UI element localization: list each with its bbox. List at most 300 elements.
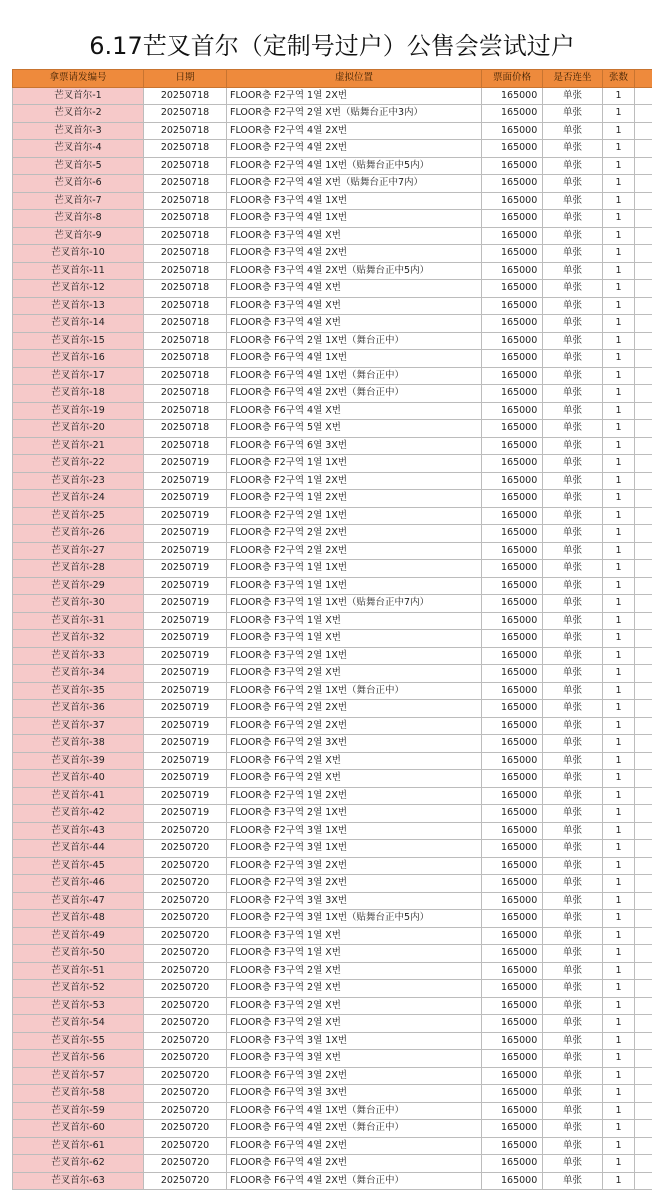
ticket-id-cell[interactable]: 芒叉首尔-45 bbox=[13, 857, 144, 875]
quantity-cell[interactable]: 1 bbox=[603, 455, 635, 473]
quantity-cell[interactable]: 1 bbox=[603, 962, 635, 980]
price-cell[interactable]: 165000 bbox=[482, 700, 543, 718]
price-cell[interactable]: 165000 bbox=[482, 402, 543, 420]
price-cell[interactable]: 165000 bbox=[482, 210, 543, 228]
position-cell[interactable]: FLOOR층 F6구역 3열 3X번 bbox=[227, 1085, 482, 1103]
ticket-id-cell[interactable]: 芒叉首尔-5 bbox=[13, 157, 144, 175]
quantity-cell[interactable]: 1 bbox=[603, 1137, 635, 1155]
position-cell[interactable]: FLOOR층 F6구역 4열 1X번（舞台正中） bbox=[227, 1102, 482, 1120]
empty-cell[interactable] bbox=[635, 1120, 652, 1138]
date-cell[interactable]: 20250719 bbox=[144, 700, 227, 718]
quantity-cell[interactable]: 1 bbox=[603, 140, 635, 158]
ticket-id-cell[interactable]: 芒叉首尔-13 bbox=[13, 297, 144, 315]
date-cell[interactable]: 20250720 bbox=[144, 1137, 227, 1155]
column-header-price[interactable]: 票面价格 bbox=[482, 70, 543, 88]
ticket-id-cell[interactable]: 芒叉首尔-49 bbox=[13, 927, 144, 945]
empty-cell[interactable] bbox=[635, 630, 652, 648]
price-cell[interactable]: 165000 bbox=[482, 962, 543, 980]
ticket-id-cell[interactable]: 芒叉首尔-55 bbox=[13, 1032, 144, 1050]
date-cell[interactable]: 20250719 bbox=[144, 630, 227, 648]
date-cell[interactable]: 20250719 bbox=[144, 682, 227, 700]
ticket-id-cell[interactable]: 芒叉首尔-46 bbox=[13, 875, 144, 893]
empty-cell[interactable] bbox=[635, 105, 652, 123]
date-cell[interactable]: 20250718 bbox=[144, 140, 227, 158]
seating-cell[interactable]: 单张 bbox=[543, 385, 603, 403]
quantity-cell[interactable]: 1 bbox=[603, 1085, 635, 1103]
empty-cell[interactable] bbox=[635, 437, 652, 455]
seating-cell[interactable]: 单张 bbox=[543, 455, 603, 473]
seating-cell[interactable]: 单张 bbox=[543, 87, 603, 105]
date-cell[interactable]: 20250719 bbox=[144, 472, 227, 490]
empty-cell[interactable] bbox=[635, 385, 652, 403]
ticket-id-cell[interactable]: 芒叉首尔-27 bbox=[13, 542, 144, 560]
date-cell[interactable]: 20250720 bbox=[144, 857, 227, 875]
seating-cell[interactable]: 单张 bbox=[543, 157, 603, 175]
ticket-id-cell[interactable]: 芒叉首尔-11 bbox=[13, 262, 144, 280]
date-cell[interactable]: 20250718 bbox=[144, 385, 227, 403]
date-cell[interactable]: 20250718 bbox=[144, 367, 227, 385]
price-cell[interactable]: 165000 bbox=[482, 1067, 543, 1085]
quantity-cell[interactable]: 1 bbox=[603, 595, 635, 613]
empty-cell[interactable] bbox=[635, 980, 652, 998]
seating-cell[interactable]: 单张 bbox=[543, 682, 603, 700]
ticket-id-cell[interactable]: 芒叉首尔-63 bbox=[13, 1172, 144, 1190]
ticket-id-cell[interactable]: 芒叉首尔-1 bbox=[13, 87, 144, 105]
position-cell[interactable]: FLOOR층 F6구역 5열 X번 bbox=[227, 420, 482, 438]
column-header-date[interactable]: 日期 bbox=[144, 70, 227, 88]
price-cell[interactable]: 165000 bbox=[482, 665, 543, 683]
price-cell[interactable]: 165000 bbox=[482, 350, 543, 368]
position-cell[interactable]: FLOOR층 F3구역 4열 1X번 bbox=[227, 192, 482, 210]
ticket-id-cell[interactable]: 芒叉首尔-10 bbox=[13, 245, 144, 263]
price-cell[interactable]: 165000 bbox=[482, 507, 543, 525]
title-row[interactable] bbox=[12, 0, 652, 70]
seating-cell[interactable]: 单张 bbox=[543, 262, 603, 280]
empty-cell[interactable] bbox=[635, 507, 652, 525]
empty-cell[interactable] bbox=[635, 892, 652, 910]
ticket-id-cell[interactable]: 芒叉首尔-35 bbox=[13, 682, 144, 700]
quantity-cell[interactable]: 1 bbox=[603, 472, 635, 490]
quantity-cell[interactable]: 1 bbox=[603, 857, 635, 875]
seating-cell[interactable]: 单张 bbox=[543, 805, 603, 823]
position-cell[interactable]: FLOOR층 F3구역 2열 X번 bbox=[227, 665, 482, 683]
price-cell[interactable]: 165000 bbox=[482, 525, 543, 543]
quantity-cell[interactable]: 1 bbox=[603, 1102, 635, 1120]
position-cell[interactable]: FLOOR층 F3구역 2열 X번 bbox=[227, 980, 482, 998]
column-header-seating[interactable]: 是否连坐 bbox=[543, 70, 603, 88]
empty-cell[interactable] bbox=[635, 682, 652, 700]
seating-cell[interactable]: 单张 bbox=[543, 1015, 603, 1033]
seating-cell[interactable]: 单张 bbox=[543, 472, 603, 490]
ticket-id-cell[interactable]: 芒叉首尔-53 bbox=[13, 997, 144, 1015]
price-cell[interactable]: 165000 bbox=[482, 175, 543, 193]
empty-cell[interactable] bbox=[635, 665, 652, 683]
empty-cell[interactable] bbox=[635, 245, 652, 263]
price-cell[interactable]: 165000 bbox=[482, 472, 543, 490]
quantity-cell[interactable]: 1 bbox=[603, 700, 635, 718]
ticket-id-cell[interactable]: 芒叉首尔-60 bbox=[13, 1120, 144, 1138]
price-cell[interactable]: 165000 bbox=[482, 892, 543, 910]
quantity-cell[interactable]: 1 bbox=[603, 525, 635, 543]
position-cell[interactable]: FLOOR층 F6구역 3열 2X번 bbox=[227, 1067, 482, 1085]
empty-cell[interactable] bbox=[635, 157, 652, 175]
position-cell[interactable]: FLOOR층 F3구역 2열 X번 bbox=[227, 962, 482, 980]
quantity-cell[interactable]: 1 bbox=[603, 192, 635, 210]
date-cell[interactable]: 20250720 bbox=[144, 840, 227, 858]
price-cell[interactable]: 165000 bbox=[482, 332, 543, 350]
price-cell[interactable]: 165000 bbox=[482, 1085, 543, 1103]
seating-cell[interactable]: 单张 bbox=[543, 822, 603, 840]
date-cell[interactable]: 20250719 bbox=[144, 717, 227, 735]
price-cell[interactable]: 165000 bbox=[482, 630, 543, 648]
quantity-cell[interactable]: 1 bbox=[603, 840, 635, 858]
position-cell[interactable]: FLOOR층 F3구역 4열 1X번 bbox=[227, 210, 482, 228]
quantity-cell[interactable]: 1 bbox=[603, 1032, 635, 1050]
price-cell[interactable]: 165000 bbox=[482, 297, 543, 315]
quantity-cell[interactable]: 1 bbox=[603, 507, 635, 525]
empty-cell[interactable] bbox=[635, 1015, 652, 1033]
ticket-id-cell[interactable]: 芒叉首尔-50 bbox=[13, 945, 144, 963]
ticket-id-cell[interactable]: 芒叉首尔-24 bbox=[13, 490, 144, 508]
ticket-id-cell[interactable]: 芒叉首尔-16 bbox=[13, 350, 144, 368]
seating-cell[interactable]: 单张 bbox=[543, 1050, 603, 1068]
date-cell[interactable]: 20250720 bbox=[144, 822, 227, 840]
position-cell[interactable]: FLOOR층 F3구역 4열 X번 bbox=[227, 297, 482, 315]
position-cell[interactable]: FLOOR층 F2구역 4열 X번（贴舞台正中7内） bbox=[227, 175, 482, 193]
position-cell[interactable]: FLOOR층 F2구역 2열 1X번 bbox=[227, 507, 482, 525]
position-cell[interactable]: FLOOR층 F6구역 2열 X번 bbox=[227, 770, 482, 788]
position-cell[interactable]: FLOOR층 F2구역 4열 2X번 bbox=[227, 122, 482, 140]
price-cell[interactable]: 165000 bbox=[482, 192, 543, 210]
price-cell[interactable]: 165000 bbox=[482, 770, 543, 788]
seating-cell[interactable]: 单张 bbox=[543, 892, 603, 910]
empty-cell[interactable] bbox=[635, 192, 652, 210]
ticket-id-cell[interactable]: 芒叉首尔-37 bbox=[13, 717, 144, 735]
column-header-id[interactable]: 拿票请发编号 bbox=[13, 70, 144, 88]
empty-cell[interactable] bbox=[635, 1172, 652, 1190]
quantity-cell[interactable]: 1 bbox=[603, 175, 635, 193]
ticket-id-cell[interactable]: 芒叉首尔-33 bbox=[13, 647, 144, 665]
date-cell[interactable]: 20250719 bbox=[144, 735, 227, 753]
quantity-cell[interactable]: 1 bbox=[603, 1120, 635, 1138]
empty-cell[interactable] bbox=[635, 822, 652, 840]
ticket-id-cell[interactable]: 芒叉首尔-56 bbox=[13, 1050, 144, 1068]
quantity-cell[interactable]: 1 bbox=[603, 875, 635, 893]
position-cell[interactable]: FLOOR층 F6구역 2열 2X번 bbox=[227, 700, 482, 718]
price-cell[interactable]: 165000 bbox=[482, 157, 543, 175]
position-cell[interactable]: FLOOR층 F6구역 2열 2X번 bbox=[227, 717, 482, 735]
ticket-id-cell[interactable]: 芒叉首尔-47 bbox=[13, 892, 144, 910]
ticket-id-cell[interactable]: 芒叉首尔-7 bbox=[13, 192, 144, 210]
empty-cell[interactable] bbox=[635, 1050, 652, 1068]
seating-cell[interactable]: 单张 bbox=[543, 122, 603, 140]
position-cell[interactable]: FLOOR층 F6구역 4열 2X번（舞台正中） bbox=[227, 385, 482, 403]
empty-cell[interactable] bbox=[635, 752, 652, 770]
empty-cell[interactable] bbox=[635, 875, 652, 893]
price-cell[interactable]: 165000 bbox=[482, 1155, 543, 1173]
date-cell[interactable]: 20250719 bbox=[144, 560, 227, 578]
position-cell[interactable]: FLOOR층 F3구역 2열 X번 bbox=[227, 1015, 482, 1033]
quantity-cell[interactable]: 1 bbox=[603, 665, 635, 683]
seating-cell[interactable]: 单张 bbox=[543, 1155, 603, 1173]
price-cell[interactable]: 165000 bbox=[482, 262, 543, 280]
position-cell[interactable]: FLOOR층 F3구역 2열 1X번 bbox=[227, 805, 482, 823]
price-cell[interactable]: 165000 bbox=[482, 437, 543, 455]
empty-cell[interactable] bbox=[635, 1155, 652, 1173]
position-cell[interactable]: FLOOR층 F3구역 1열 X번 bbox=[227, 945, 482, 963]
date-cell[interactable]: 20250720 bbox=[144, 1102, 227, 1120]
ticket-id-cell[interactable]: 芒叉首尔-2 bbox=[13, 105, 144, 123]
quantity-cell[interactable]: 1 bbox=[603, 997, 635, 1015]
date-cell[interactable]: 20250719 bbox=[144, 770, 227, 788]
seating-cell[interactable]: 单张 bbox=[543, 542, 603, 560]
seating-cell[interactable]: 单张 bbox=[543, 717, 603, 735]
date-cell[interactable]: 20250719 bbox=[144, 455, 227, 473]
ticket-id-cell[interactable]: 芒叉首尔-3 bbox=[13, 122, 144, 140]
price-cell[interactable]: 165000 bbox=[482, 805, 543, 823]
empty-cell[interactable] bbox=[635, 1032, 652, 1050]
empty-cell[interactable] bbox=[635, 577, 652, 595]
seating-cell[interactable]: 单张 bbox=[543, 507, 603, 525]
seating-cell[interactable]: 单张 bbox=[543, 752, 603, 770]
position-cell[interactable]: FLOOR층 F2구역 1열 2X번 bbox=[227, 787, 482, 805]
empty-cell[interactable] bbox=[635, 332, 652, 350]
position-cell[interactable]: FLOOR층 F3구역 3열 X번 bbox=[227, 1050, 482, 1068]
ticket-id-cell[interactable]: 芒叉首尔-14 bbox=[13, 315, 144, 333]
quantity-cell[interactable]: 1 bbox=[603, 402, 635, 420]
empty-cell[interactable] bbox=[635, 612, 652, 630]
empty-cell[interactable] bbox=[635, 717, 652, 735]
position-cell[interactable]: FLOOR층 F2구역 3열 2X번 bbox=[227, 857, 482, 875]
quantity-cell[interactable]: 1 bbox=[603, 647, 635, 665]
column-header-quantity[interactable]: 张数 bbox=[603, 70, 635, 88]
date-cell[interactable]: 20250719 bbox=[144, 647, 227, 665]
position-cell[interactable]: FLOOR층 F6구역 4열 1X번 bbox=[227, 350, 482, 368]
position-cell[interactable]: FLOOR층 F3구역 1열 1X번 bbox=[227, 577, 482, 595]
price-cell[interactable]: 165000 bbox=[482, 717, 543, 735]
seating-cell[interactable]: 单张 bbox=[543, 1120, 603, 1138]
position-cell[interactable]: FLOOR층 F2구역 3열 3X번 bbox=[227, 892, 482, 910]
empty-cell[interactable] bbox=[635, 525, 652, 543]
date-cell[interactable]: 20250718 bbox=[144, 227, 227, 245]
quantity-cell[interactable]: 1 bbox=[603, 1015, 635, 1033]
price-cell[interactable]: 165000 bbox=[482, 577, 543, 595]
seating-cell[interactable]: 单张 bbox=[543, 735, 603, 753]
seating-cell[interactable]: 单张 bbox=[543, 175, 603, 193]
position-cell[interactable]: FLOOR층 F6구역 4열 2X번 bbox=[227, 1137, 482, 1155]
ticket-id-cell[interactable]: 芒叉首尔-52 bbox=[13, 980, 144, 998]
date-cell[interactable]: 20250719 bbox=[144, 665, 227, 683]
date-cell[interactable]: 20250718 bbox=[144, 280, 227, 298]
price-cell[interactable]: 165000 bbox=[482, 752, 543, 770]
position-cell[interactable]: FLOOR층 F3구역 2열 X번 bbox=[227, 997, 482, 1015]
ticket-id-cell[interactable]: 芒叉首尔-43 bbox=[13, 822, 144, 840]
price-cell[interactable]: 165000 bbox=[482, 787, 543, 805]
quantity-cell[interactable]: 1 bbox=[603, 945, 635, 963]
seating-cell[interactable]: 单张 bbox=[543, 1085, 603, 1103]
empty-cell[interactable] bbox=[635, 87, 652, 105]
position-cell[interactable]: FLOOR층 F2구역 4열 1X번（贴舞台正中5内） bbox=[227, 157, 482, 175]
price-cell[interactable]: 165000 bbox=[482, 612, 543, 630]
date-cell[interactable]: 20250718 bbox=[144, 87, 227, 105]
quantity-cell[interactable]: 1 bbox=[603, 805, 635, 823]
date-cell[interactable]: 20250718 bbox=[144, 420, 227, 438]
date-cell[interactable]: 20250718 bbox=[144, 262, 227, 280]
position-cell[interactable]: FLOOR층 F2구역 2열 2X번 bbox=[227, 542, 482, 560]
ticket-id-cell[interactable]: 芒叉首尔-28 bbox=[13, 560, 144, 578]
ticket-id-cell[interactable]: 芒叉首尔-30 bbox=[13, 595, 144, 613]
price-cell[interactable]: 165000 bbox=[482, 595, 543, 613]
ticket-id-cell[interactable]: 芒叉首尔-26 bbox=[13, 525, 144, 543]
price-cell[interactable]: 165000 bbox=[482, 560, 543, 578]
price-cell[interactable]: 165000 bbox=[482, 647, 543, 665]
position-cell[interactable]: FLOOR층 F3구역 4열 X번 bbox=[227, 280, 482, 298]
position-cell[interactable]: FLOOR층 F3구역 4열 X번 bbox=[227, 315, 482, 333]
date-cell[interactable]: 20250718 bbox=[144, 157, 227, 175]
date-cell[interactable]: 20250720 bbox=[144, 1015, 227, 1033]
position-cell[interactable]: FLOOR층 F3구역 1열 X번 bbox=[227, 612, 482, 630]
position-cell[interactable]: FLOOR층 F3구역 1열 X번 bbox=[227, 927, 482, 945]
seating-cell[interactable]: 单张 bbox=[543, 910, 603, 928]
empty-cell[interactable] bbox=[635, 402, 652, 420]
ticket-id-cell[interactable]: 芒叉首尔-34 bbox=[13, 665, 144, 683]
seating-cell[interactable]: 单张 bbox=[543, 245, 603, 263]
position-cell[interactable]: FLOOR층 F3구역 1열 1X번（贴舞台正中7内） bbox=[227, 595, 482, 613]
price-cell[interactable]: 165000 bbox=[482, 980, 543, 998]
empty-cell[interactable] bbox=[635, 1085, 652, 1103]
quantity-cell[interactable]: 1 bbox=[603, 87, 635, 105]
empty-cell[interactable] bbox=[635, 472, 652, 490]
ticket-id-cell[interactable]: 芒叉首尔-39 bbox=[13, 752, 144, 770]
price-cell[interactable]: 165000 bbox=[482, 840, 543, 858]
seating-cell[interactable]: 单张 bbox=[543, 402, 603, 420]
price-cell[interactable]: 165000 bbox=[482, 997, 543, 1015]
ticket-id-cell[interactable]: 芒叉首尔-36 bbox=[13, 700, 144, 718]
quantity-cell[interactable]: 1 bbox=[603, 822, 635, 840]
date-cell[interactable]: 20250719 bbox=[144, 752, 227, 770]
ticket-id-cell[interactable]: 芒叉首尔-42 bbox=[13, 805, 144, 823]
price-cell[interactable]: 165000 bbox=[482, 122, 543, 140]
quantity-cell[interactable]: 1 bbox=[603, 1155, 635, 1173]
date-cell[interactable]: 20250719 bbox=[144, 787, 227, 805]
date-cell[interactable]: 20250718 bbox=[144, 192, 227, 210]
quantity-cell[interactable]: 1 bbox=[603, 892, 635, 910]
ticket-id-cell[interactable]: 芒叉首尔-29 bbox=[13, 577, 144, 595]
ticket-id-cell[interactable]: 芒叉首尔-15 bbox=[13, 332, 144, 350]
empty-cell[interactable] bbox=[635, 647, 652, 665]
date-cell[interactable]: 20250720 bbox=[144, 1172, 227, 1190]
quantity-cell[interactable]: 1 bbox=[603, 787, 635, 805]
quantity-cell[interactable]: 1 bbox=[603, 980, 635, 998]
price-cell[interactable]: 165000 bbox=[482, 945, 543, 963]
ticket-id-cell[interactable]: 芒叉首尔-8 bbox=[13, 210, 144, 228]
price-cell[interactable]: 165000 bbox=[482, 1172, 543, 1190]
seating-cell[interactable]: 单张 bbox=[543, 560, 603, 578]
price-cell[interactable]: 165000 bbox=[482, 315, 543, 333]
position-cell[interactable]: FLOOR층 F6구역 6열 3X번 bbox=[227, 437, 482, 455]
date-cell[interactable]: 20250720 bbox=[144, 997, 227, 1015]
ticket-id-cell[interactable]: 芒叉首尔-59 bbox=[13, 1102, 144, 1120]
empty-cell[interactable] bbox=[635, 945, 652, 963]
price-cell[interactable]: 165000 bbox=[482, 1120, 543, 1138]
quantity-cell[interactable]: 1 bbox=[603, 332, 635, 350]
seating-cell[interactable]: 单张 bbox=[543, 1102, 603, 1120]
seating-cell[interactable]: 单张 bbox=[543, 612, 603, 630]
quantity-cell[interactable]: 1 bbox=[603, 577, 635, 595]
position-cell[interactable]: FLOOR층 F6구역 2열 X번 bbox=[227, 752, 482, 770]
position-cell[interactable]: FLOOR층 F2구역 3열 1X번 bbox=[227, 822, 482, 840]
seating-cell[interactable]: 单张 bbox=[543, 647, 603, 665]
ticket-id-cell[interactable]: 芒叉首尔-12 bbox=[13, 280, 144, 298]
ticket-id-cell[interactable]: 芒叉首尔-19 bbox=[13, 402, 144, 420]
empty-cell[interactable] bbox=[635, 315, 652, 333]
position-cell[interactable]: FLOOR층 F6구역 4열 2X번（舞台正中） bbox=[227, 1172, 482, 1190]
ticket-id-cell[interactable]: 芒叉首尔-6 bbox=[13, 175, 144, 193]
position-cell[interactable]: FLOOR층 F2구역 2열 X번（贴舞台正中3内） bbox=[227, 105, 482, 123]
empty-cell[interactable] bbox=[635, 560, 652, 578]
ticket-id-cell[interactable]: 芒叉首尔-22 bbox=[13, 455, 144, 473]
ticket-id-cell[interactable]: 芒叉首尔-32 bbox=[13, 630, 144, 648]
date-cell[interactable]: 20250718 bbox=[144, 437, 227, 455]
date-cell[interactable]: 20250720 bbox=[144, 927, 227, 945]
column-header-empty[interactable] bbox=[635, 70, 652, 88]
empty-cell[interactable] bbox=[635, 1137, 652, 1155]
seating-cell[interactable]: 单张 bbox=[543, 140, 603, 158]
price-cell[interactable]: 165000 bbox=[482, 385, 543, 403]
date-cell[interactable]: 20250719 bbox=[144, 525, 227, 543]
date-cell[interactable]: 20250718 bbox=[144, 245, 227, 263]
seating-cell[interactable]: 单张 bbox=[543, 315, 603, 333]
empty-cell[interactable] bbox=[635, 367, 652, 385]
position-cell[interactable]: FLOOR층 F6구역 2열 1X번（舞台正中） bbox=[227, 682, 482, 700]
empty-cell[interactable] bbox=[635, 595, 652, 613]
quantity-cell[interactable]: 1 bbox=[603, 612, 635, 630]
seating-cell[interactable]: 单张 bbox=[543, 332, 603, 350]
ticket-id-cell[interactable]: 芒叉首尔-61 bbox=[13, 1137, 144, 1155]
seating-cell[interactable]: 单张 bbox=[543, 595, 603, 613]
ticket-id-cell[interactable]: 芒叉首尔-23 bbox=[13, 472, 144, 490]
ticket-id-cell[interactable]: 芒叉首尔-18 bbox=[13, 385, 144, 403]
seating-cell[interactable]: 单张 bbox=[543, 350, 603, 368]
empty-cell[interactable] bbox=[635, 997, 652, 1015]
empty-cell[interactable] bbox=[635, 350, 652, 368]
ticket-id-cell[interactable]: 芒叉首尔-38 bbox=[13, 735, 144, 753]
seating-cell[interactable]: 单张 bbox=[543, 577, 603, 595]
quantity-cell[interactable]: 1 bbox=[603, 350, 635, 368]
position-cell[interactable]: FLOOR층 F6구역 2열 3X번 bbox=[227, 735, 482, 753]
price-cell[interactable]: 165000 bbox=[482, 87, 543, 105]
quantity-cell[interactable]: 1 bbox=[603, 752, 635, 770]
ticket-id-cell[interactable]: 芒叉首尔-62 bbox=[13, 1155, 144, 1173]
price-cell[interactable]: 165000 bbox=[482, 245, 543, 263]
quantity-cell[interactable]: 1 bbox=[603, 157, 635, 175]
ticket-id-cell[interactable]: 芒叉首尔-9 bbox=[13, 227, 144, 245]
empty-cell[interactable] bbox=[635, 262, 652, 280]
seating-cell[interactable]: 单张 bbox=[543, 367, 603, 385]
seating-cell[interactable]: 单张 bbox=[543, 437, 603, 455]
price-cell[interactable]: 165000 bbox=[482, 542, 543, 560]
ticket-id-cell[interactable]: 芒叉首尔-58 bbox=[13, 1085, 144, 1103]
quantity-cell[interactable]: 1 bbox=[603, 420, 635, 438]
quantity-cell[interactable]: 1 bbox=[603, 105, 635, 123]
position-cell[interactable]: FLOOR층 F2구역 3열 2X번 bbox=[227, 875, 482, 893]
date-cell[interactable]: 20250719 bbox=[144, 490, 227, 508]
position-cell[interactable]: FLOOR층 F6구역 2열 1X번（舞台正中） bbox=[227, 332, 482, 350]
quantity-cell[interactable]: 1 bbox=[603, 682, 635, 700]
price-cell[interactable]: 165000 bbox=[482, 822, 543, 840]
seating-cell[interactable]: 单张 bbox=[543, 420, 603, 438]
quantity-cell[interactable]: 1 bbox=[603, 210, 635, 228]
